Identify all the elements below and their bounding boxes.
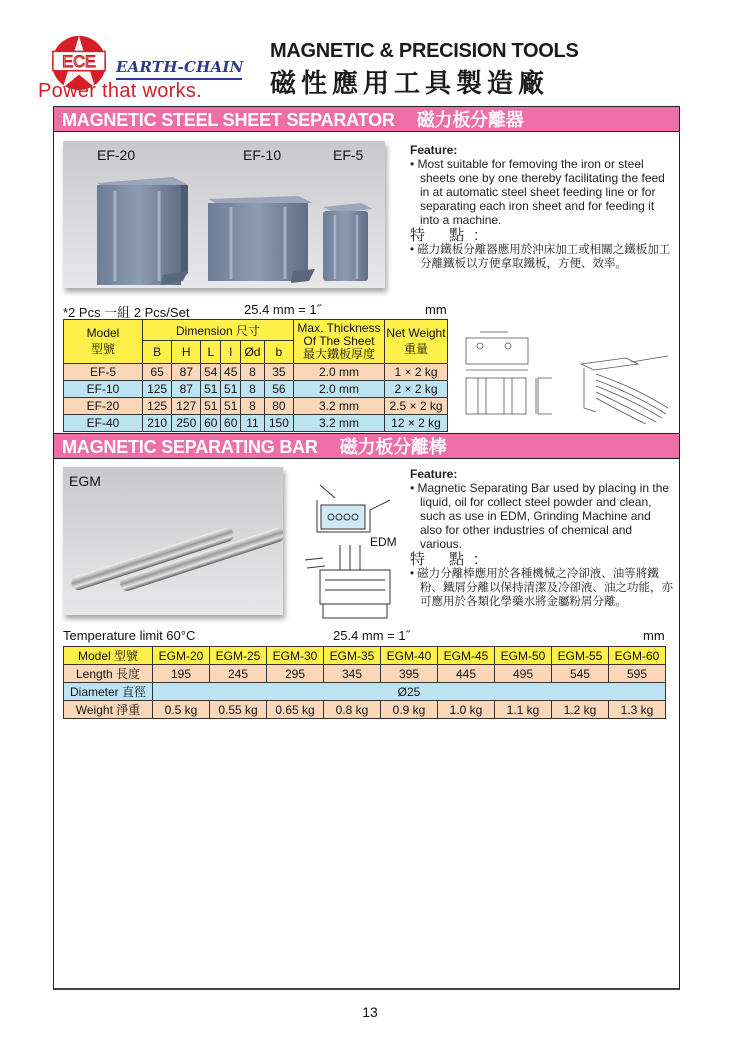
table-row-weight <box>64 701 666 719</box>
page-number: 13 <box>362 1004 378 1020</box>
th-thickness: Max. Thickness Of The Sheet 最大鐵板厚度 <box>294 320 385 364</box>
cell-model: EGM-55 <box>552 647 609 665</box>
cell-dim: 80 <box>264 398 293 415</box>
photo-label-ef5: EF-5 <box>333 147 364 163</box>
table-row <box>64 415 448 432</box>
section-header-bar <box>54 433 679 459</box>
section-header-separator <box>54 106 679 132</box>
cell-weight: 2 × 2 kg <box>385 381 448 398</box>
cell-length: 595 <box>609 665 666 683</box>
cell-dim: 125 <box>143 381 172 398</box>
cell-dim: 8 <box>241 364 265 381</box>
table-row-length <box>64 665 666 683</box>
section-title-en: MAGNETIC STEEL SHEET SEPARATOR <box>62 110 395 130</box>
feature-zh-title: 特 點: <box>410 551 489 568</box>
cell-weight: 0.9 kg <box>381 701 438 719</box>
table-row <box>64 398 448 415</box>
cell-dim: 127 <box>172 398 201 415</box>
slogan: Power that works. <box>38 80 203 102</box>
product-photo-egm <box>63 467 283 615</box>
cell-dim: 60 <box>221 415 241 432</box>
cell-length: 345 <box>324 665 381 683</box>
cell-dim: 250 <box>172 415 201 432</box>
cell-model: EF-10 <box>64 381 143 398</box>
cell-diameter: Ø25 <box>153 683 666 701</box>
cell-dim: 65 <box>143 364 172 381</box>
feature-zh-text: • 磁力分離棒應用於各種機械之冷卻液、油等將鐵粉、鐵屑分離以保持清潔及冷卻液、油之功能，亦可應用於各類化學藥水將金屬粉屑分離。 <box>410 568 673 608</box>
cell-dim: 8 <box>241 398 265 415</box>
note-conversion: 25.4 mm = 1˝ <box>244 302 321 317</box>
cell-dim: 45 <box>221 364 241 381</box>
cell-weight: 0.8 kg <box>324 701 381 719</box>
cell-weight: 1.1 kg <box>495 701 552 719</box>
feature-zh-text: • 磁力鐵板分離器應用於沖床加工或相關之鐵板加工分離鐵板以方便拿取鐵板，方便、效率。 <box>410 244 671 270</box>
cell-model: EGM-25 <box>210 647 267 665</box>
cell-model: EGM-20 <box>153 647 210 665</box>
note-temperature: Temperature limit 60°C <box>63 628 196 643</box>
table-row <box>64 381 448 398</box>
th-dim: L <box>201 341 221 364</box>
page-title-zh: 磁性應用工具製造廠 <box>270 68 550 98</box>
cell-dim: 51 <box>201 398 221 415</box>
table-row-diameter <box>64 683 666 701</box>
photo-label-ef10: EF-10 <box>243 147 282 163</box>
cell-model: EF-20 <box>64 398 143 415</box>
cell-weight: 1 × 2 kg <box>385 364 448 381</box>
cell-dim: 51 <box>221 398 241 415</box>
table-row-model <box>64 647 666 665</box>
cell-weight: 12 × 2 kg <box>385 415 448 432</box>
cell-dim: 51 <box>201 381 221 398</box>
bar-features <box>410 467 675 609</box>
feature-text: • Magnetic Separating Bar used by placing in the liquid, oil for collect steel powder and clean, such as use in EDM, Grinding Machine and also for other industries of chemical and various. <box>410 481 670 551</box>
photo-label-egm: EGM <box>69 473 101 489</box>
th-dimension: Dimension 尺寸 <box>143 320 294 341</box>
cell-weight: 0.65 kg <box>267 701 324 719</box>
cell-dim: 51 <box>221 381 241 398</box>
cell-dim: 87 <box>172 381 201 398</box>
cell-weight: 1.3 kg <box>609 701 666 719</box>
note-set: *2 Pcs 一組 2 Pcs/Set <box>63 305 190 320</box>
edm-usage-diagram <box>295 470 400 620</box>
cell-dim: 125 <box>143 398 172 415</box>
cell-model: EGM-30 <box>267 647 324 665</box>
cell-thickness: 2.0 mm <box>294 381 385 398</box>
th-dim: Ød <box>241 341 265 364</box>
cell-length: 245 <box>210 665 267 683</box>
cell-model: EF-5 <box>64 364 143 381</box>
separator-features <box>410 143 675 271</box>
cell-model: EGM-50 <box>495 647 552 665</box>
cell-length: 545 <box>552 665 609 683</box>
separator-technical-drawing <box>456 318 676 426</box>
cell-dim: 11 <box>241 415 265 432</box>
cell-weight: 0.55 kg <box>210 701 267 719</box>
th-weight: Net Weight 重量 <box>385 320 448 364</box>
feature-title: Feature: <box>410 467 458 481</box>
separator-product-image <box>63 141 385 288</box>
bar-spec-table <box>63 646 666 719</box>
note-conversion: 25.4 mm = 1˝ <box>333 628 410 643</box>
note-unit: mm <box>643 628 665 643</box>
cell-model: EGM-60 <box>609 647 666 665</box>
cell-dim: 87 <box>172 364 201 381</box>
ef5-unit <box>323 203 373 281</box>
cell-thickness: 3.2 mm <box>294 398 385 415</box>
cell-model: EGM-35 <box>324 647 381 665</box>
company-logo <box>38 34 248 104</box>
product-photo-ef <box>63 141 385 288</box>
ef10-unit <box>208 196 315 283</box>
photo-label-ef20: EF-20 <box>97 147 136 163</box>
row-header-length: Length 長度 <box>64 665 153 683</box>
cell-length: 395 <box>381 665 438 683</box>
cell-length: 445 <box>438 665 495 683</box>
cell-length: 495 <box>495 665 552 683</box>
th-dim: B <box>143 341 172 364</box>
th-dim: b <box>264 341 293 364</box>
th-dim: H <box>172 341 201 364</box>
cell-dim: 54 <box>201 364 221 381</box>
th-dim: l <box>221 341 241 364</box>
cell-length: 295 <box>267 665 324 683</box>
cell-length: 195 <box>153 665 210 683</box>
cell-weight: 1.0 kg <box>438 701 495 719</box>
feature-zh-title: 特 點: <box>410 227 489 244</box>
cell-model: EGM-45 <box>438 647 495 665</box>
edm-label: EDM <box>370 535 397 549</box>
table-row <box>64 364 448 381</box>
page-title-en: MAGNETIC & PRECISION TOOLS <box>270 40 579 62</box>
brand-name: EARTH-CHAIN <box>116 58 244 76</box>
cell-dim: 35 <box>264 364 293 381</box>
section-title-zh: 磁力板分離棒 <box>339 437 447 457</box>
egm-bars-image <box>63 467 283 615</box>
feature-title: Feature: <box>410 143 458 157</box>
row-header-model: Model 型號 <box>64 647 153 665</box>
row-header-diameter: Diameter 直徑 <box>64 683 153 701</box>
separator-spec-table <box>63 319 448 432</box>
cell-dim: 8 <box>241 381 265 398</box>
cell-dim: 210 <box>143 415 172 432</box>
ef20-unit <box>97 177 188 285</box>
cell-model: EGM-40 <box>381 647 438 665</box>
section-title-en: MAGNETIC SEPARATING BAR <box>62 437 318 457</box>
cell-dim: 60 <box>201 415 221 432</box>
cell-thickness: 3.2 mm <box>294 415 385 432</box>
cell-thickness: 2.0 mm <box>294 364 385 381</box>
logo-text: ECE <box>62 52 96 71</box>
feature-text: • Most suitable for femoving the iron or steel sheets one by one thereby facilitating the feed in at automatic steel sheet feeding line or for separating each iron sheet and for feeding it into a machine. <box>410 157 665 227</box>
note-unit: mm <box>425 302 447 317</box>
cell-weight: 2.5 × 2 kg <box>385 398 448 415</box>
cell-weight: 1.2 kg <box>552 701 609 719</box>
cell-model: EF-40 <box>64 415 143 432</box>
cell-dim: 150 <box>264 415 293 432</box>
th-model: Model 型號 <box>64 320 143 364</box>
row-header-weight: Weight 淨重 <box>64 701 153 719</box>
cell-weight: 0.5 kg <box>153 701 210 719</box>
cell-dim: 56 <box>264 381 293 398</box>
section-title-zh: 磁力板分離器 <box>416 110 524 130</box>
